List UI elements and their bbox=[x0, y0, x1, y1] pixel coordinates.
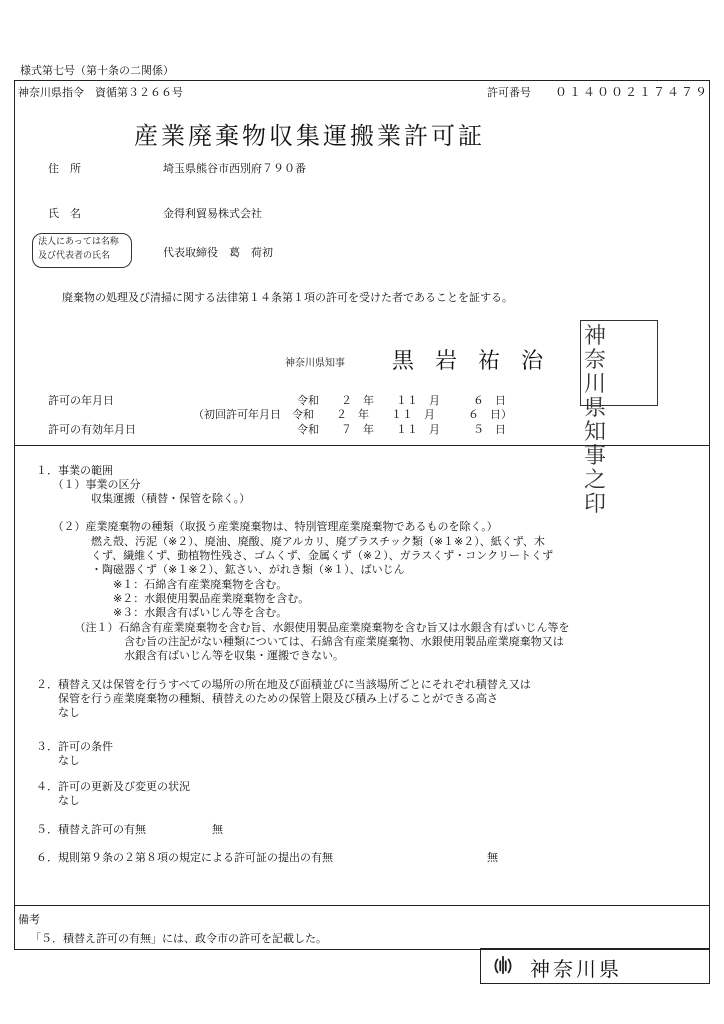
list-line: ※３：水銀含有ばいじん等を含む。 bbox=[36, 606, 288, 619]
section-divider bbox=[14, 445, 710, 446]
name-label: 氏 名 bbox=[48, 207, 81, 220]
list-line: 燃え殻、汚泥（※２）、廃油、廃酸、廃アルカリ、廃プラスチック類（※１※２）、紙くず、木 bbox=[36, 535, 545, 548]
permit-number-label: 許可番号 bbox=[487, 86, 531, 99]
list-line: ２．積替え又は保管を行うすべての場所の所在地及び面積並びに当該場所ごとにそれぞれ積替え又は bbox=[36, 678, 531, 691]
remarks-text: 「５．積替え許可の有無」には、政令市の許可を記載した。 bbox=[30, 932, 327, 945]
governor-name: 黒岩祐治 bbox=[392, 349, 565, 374]
list-line: ※２：水銀使用製品産業廃棄物を含む。 bbox=[36, 592, 310, 605]
list-line: ５．積替え許可の有無 無 bbox=[36, 823, 223, 836]
list-line: 含む旨の注記がない種類については、石綿含有産業廃棄物、水銀使用製品産業廃棄物又は bbox=[36, 635, 564, 648]
list-line: ３．許可の条件 bbox=[36, 740, 113, 753]
certification-statement: 廃棄物の処理及び清掃に関する法律第１４条第１項の許可を受けた者であることを証する。 bbox=[62, 291, 513, 304]
representative-label-line2: 及び代表者の氏名 bbox=[38, 251, 111, 261]
kanagawa-emblem-icon bbox=[492, 954, 514, 976]
address-label: 住 所 bbox=[48, 162, 81, 175]
name-value: 金得利貿易株式会社 bbox=[163, 207, 262, 220]
initial-permit-date: （初回許可年月日 令和 ２ 年 １１ 月 ６ 日） bbox=[193, 408, 512, 421]
list-line: １．事業の範囲 bbox=[36, 464, 113, 477]
list-line: ４．許可の更新及び変更の状況 bbox=[36, 780, 190, 793]
list-line: 水銀含有ばいじん等を収集・運搬できない。 bbox=[36, 649, 344, 662]
governor-title: 神奈川県知事 bbox=[285, 358, 345, 369]
list-line: 収集運搬（積替・保管を除く。） bbox=[36, 492, 251, 505]
representative-value: 代表取締役 葛 荷初 bbox=[163, 246, 273, 259]
list-line: ６．規則第９条の２第８項の規定による許可証の提出の有無 無 bbox=[36, 851, 498, 864]
prefecture-name: 神奈川県 bbox=[530, 957, 622, 981]
permit-date-label: 許可の年月日 bbox=[48, 394, 114, 407]
form-note: 様式第七号（第十条の二関係） bbox=[20, 64, 174, 77]
valid-date-value: 令和 ７ 年 １１ 月 ５ 日 bbox=[297, 423, 506, 436]
list-line: なし bbox=[36, 754, 80, 767]
address-value: 埼玉県熊谷市西別府７９０番 bbox=[163, 162, 306, 175]
list-line: なし bbox=[36, 794, 80, 807]
list-line: ・陶磁器くず（※１※２）、鉱さい、がれき類（※１）、ばいじん bbox=[36, 563, 405, 576]
valid-date-label: 許可の有効年月日 bbox=[48, 423, 136, 436]
list-line: くず、繊維くず、動植物性残さ、ゴムくず、金属くず（※２）、ガラスくず・コンクリートくず bbox=[36, 549, 554, 562]
list-line: （注１）石綿含有産業廃棄物を含む旨、水銀使用製品産業廃棄物を含む旨又は水銀含有ばいじん等を bbox=[36, 621, 570, 634]
certificate-title: 産業廃棄物収集運搬業許可証 bbox=[134, 122, 485, 150]
list-line: ※１：石綿含有産業廃棄物を含む。 bbox=[36, 578, 288, 591]
remarks-divider bbox=[14, 905, 710, 906]
list-line: なし bbox=[36, 706, 80, 719]
representative-label-line1: 法人にあっては名称 bbox=[38, 237, 119, 247]
designation: 神奈川県指令 資循第３２６６号 bbox=[18, 86, 183, 99]
permit-number-value: ０１４００２１７４７９ bbox=[555, 85, 710, 99]
list-line: 保管を行う産業廃棄物の種類、積替えのための保管上限及び積み上げることができる高さ bbox=[36, 692, 498, 705]
list-line: （２）産業廃棄物の種類（取扱う産業廃棄物は、特別管理産業廃棄物であるものを除く。） bbox=[36, 520, 498, 533]
seal-text: 神奈川県知事之印 bbox=[583, 324, 606, 517]
permit-date-value: 令和 ２ 年 １１ 月 ６ 日 bbox=[297, 394, 506, 407]
list-line: （１）事業の区分 bbox=[36, 478, 141, 491]
official-seal bbox=[580, 320, 658, 517]
remarks-label: 備考 bbox=[18, 913, 40, 926]
